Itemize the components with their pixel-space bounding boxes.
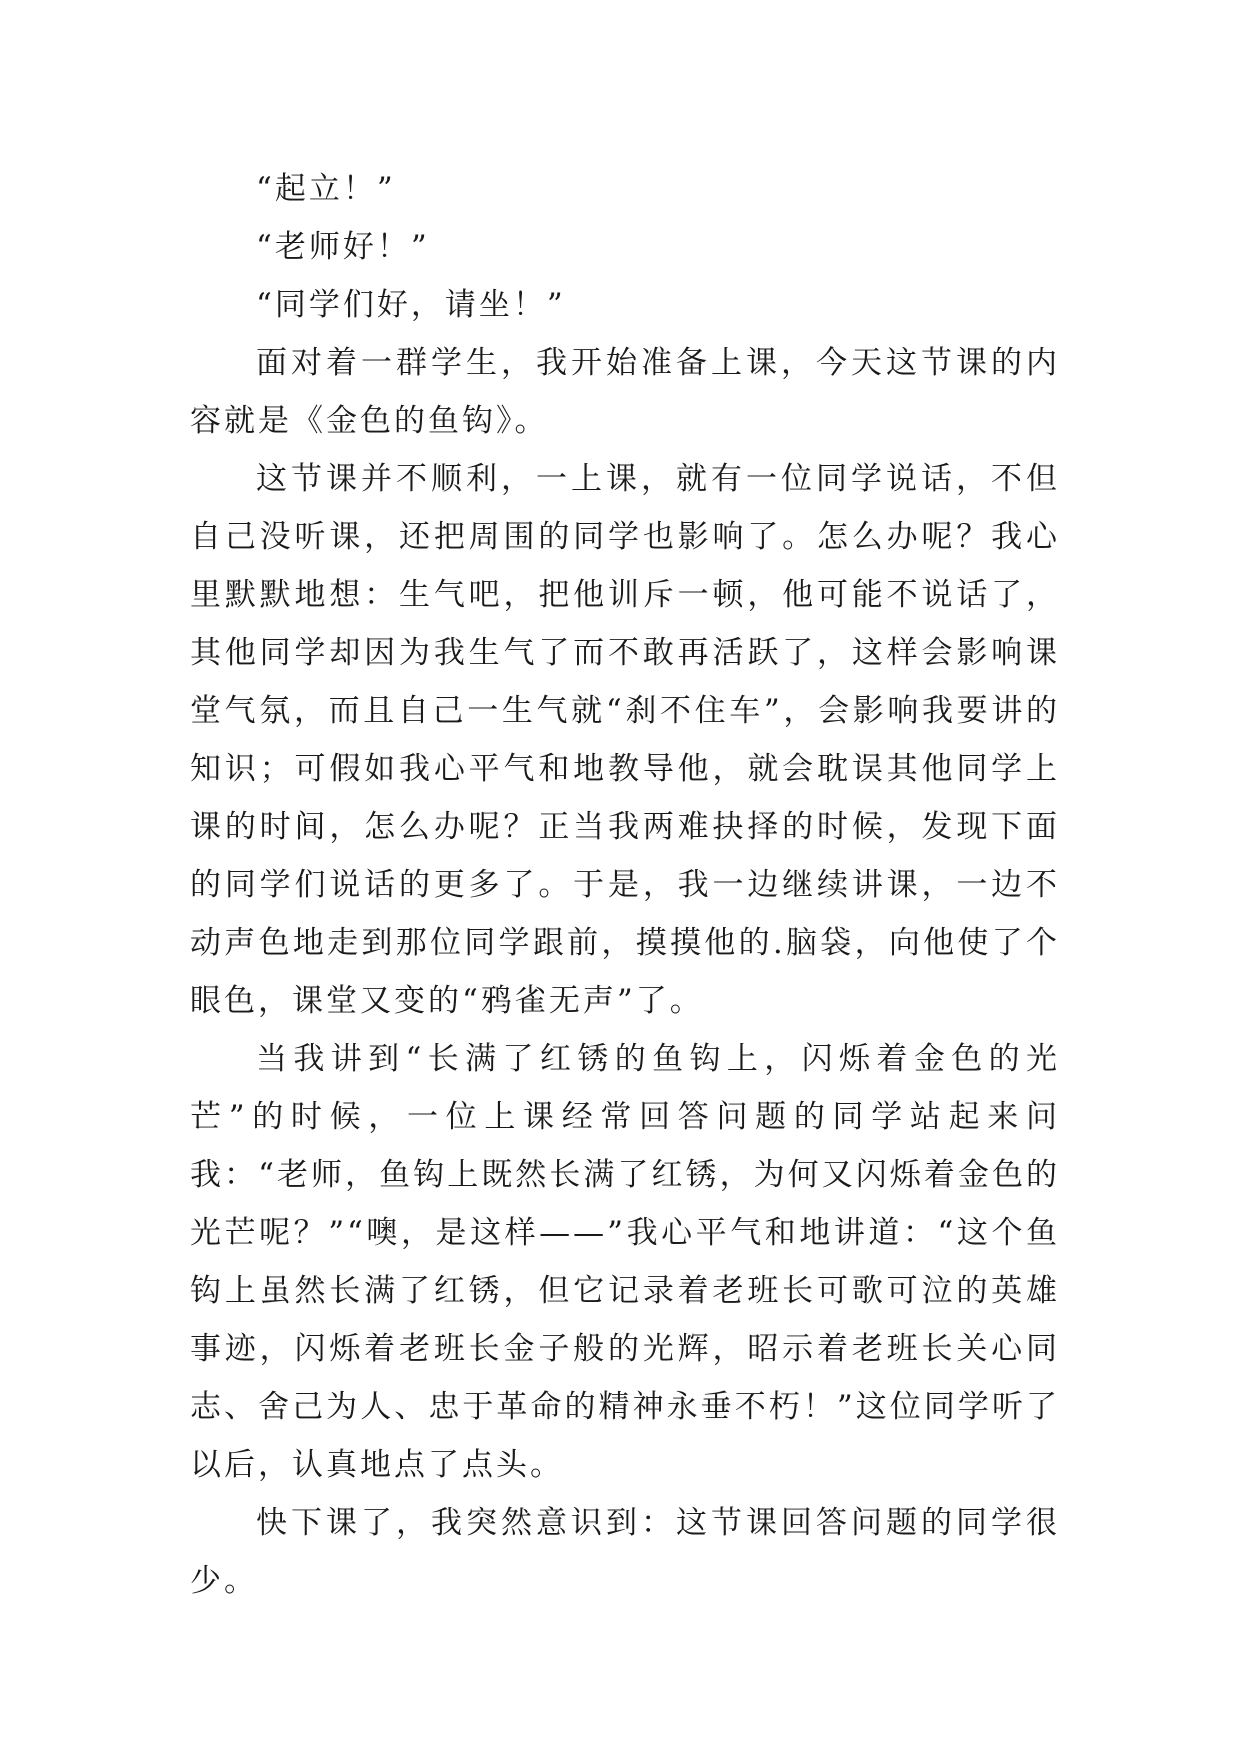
- paragraph-4: 面对着一群学生，我开始准备上课，今天这节课的内容就是《金色的鱼钩》。: [190, 345, 1060, 439]
- paragraph-2: “老师好！”: [256, 229, 430, 265]
- paragraph-1: “起立！”: [256, 171, 396, 207]
- paragraph-7: 快下课了，我突然意识到：这节课回答问题的同学很少。: [190, 1505, 1060, 1599]
- paragraph-6: 当我讲到“长满了红锈的鱼钩上，闪烁着金色的光芒”的时候，一位上课经常回答问题的同学站起来问我：“老师，鱼钩上既然长满了红锈，为何又闪烁着金色的光芒呢？”“噢，是这样——”我心平气和地讲道：“这个鱼钩上虽然长满了红锈，但它记录着老班长可歌可泣的英雄事迹，闪烁着老班长金子般的光辉，昭示着老班长关心同志、舍己为人、忠于革命的精神永垂不朽！”这位同学听了以后，认真地点了点头。: [190, 1041, 1060, 1483]
- paragraph-3: “同学们好，请坐！”: [256, 287, 566, 323]
- paragraph-5: 这节课并不顺利，一上课，就有一位同学说话，不但自己没听课，还把周围的同学也影响了。怎么办呢？我心里默默地想：生气吧，把他训斥一顿，他可能不说话了，其他同学却因为我生气了而不敢再活跃了，这样会影响课堂气氛，而且自己一生气就“刹不住车”，会影响我要讲的知识；可假如我心平气和地教导他，就会耽误其他同学上课的时间，怎么办呢？正当我两难抉择的时候，发现下面的同学们说话的更多了。于是，我一边继续讲课，一边不动声色地走到那位同学跟前，摸摸他的.脑袋，向他使了个眼色，课堂又变的“鸦雀无声”了。: [190, 461, 1060, 1019]
- document-body: [190, 160, 1060, 1610]
